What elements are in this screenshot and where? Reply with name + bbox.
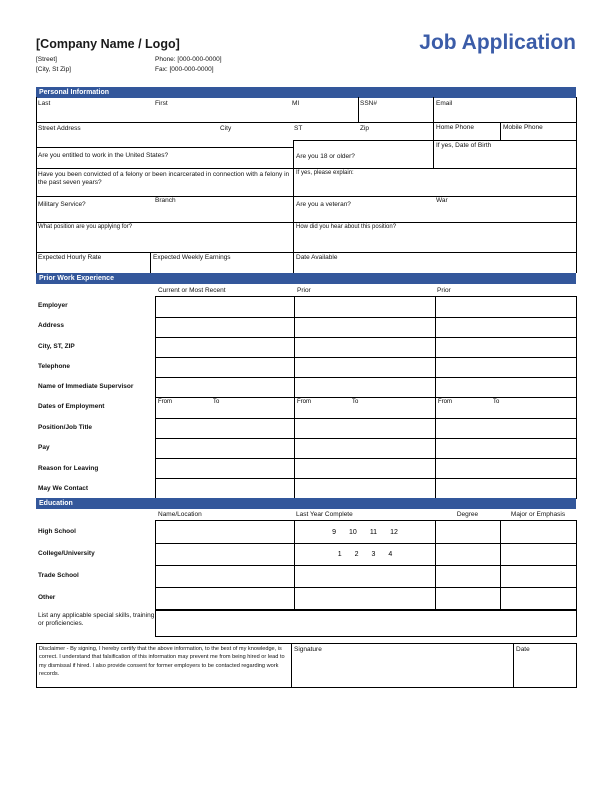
grid-line	[576, 97, 577, 273]
year-option: 3	[371, 551, 376, 558]
work-cell[interactable]	[435, 297, 576, 317]
education-row-label-trade-school: Trade School	[38, 572, 79, 579]
label-mobile-phone: Mobile Phone	[503, 124, 543, 131]
year-option: 12	[390, 528, 398, 536]
work-column-current: Current or Most Recent	[158, 287, 226, 294]
label-to: To	[352, 399, 359, 406]
label-position-applying: What position are you applying for?	[38, 224, 133, 230]
label-felony-question: Have you been convicted of a felony or been incarcerated in connection with a felony in the past seven years?	[38, 171, 290, 187]
education-column-degree: Degree	[456, 511, 479, 518]
label-to: To	[213, 399, 220, 406]
edu-cell[interactable]	[435, 565, 500, 587]
education-row-label-high-school: High School	[38, 528, 76, 535]
disclaimer-text: Disclaimer - By signing, I hereby certify that the above information, to the best of my knowledge, is correct. I understand that falsification of this information may prevent me from being hired or lead to my dismissal if hired. I also provide consent for former employers to be contacted regarding work records.	[39, 646, 285, 678]
year-option: 4	[388, 551, 393, 558]
edu-cell[interactable]	[500, 565, 576, 587]
grid-line	[293, 168, 294, 196]
label-signature: Signature	[294, 646, 322, 653]
edu-cell[interactable]	[156, 521, 294, 543]
grid-line	[36, 252, 576, 253]
company-fax: Fax: [000-000-0000]	[155, 66, 214, 73]
work-cell[interactable]	[156, 317, 294, 337]
work-cell[interactable]	[294, 337, 435, 357]
section-bar-prior-work-experience: Prior Work Experience	[36, 273, 576, 284]
label-if-yes-explain: If yes, please explain:	[296, 170, 354, 176]
education-column-name-location: Name/Location	[158, 511, 202, 518]
label-zip: Zip	[360, 125, 370, 132]
work-cell-dates[interactable]	[294, 397, 435, 417]
year-option: 10	[349, 528, 357, 536]
label-date: Date	[516, 646, 530, 653]
work-cell[interactable]	[156, 438, 294, 458]
grid-line	[358, 97, 359, 122]
work-cell[interactable]	[435, 438, 576, 458]
work-cell[interactable]	[435, 458, 576, 478]
label-home-phone: Home Phone	[436, 124, 474, 131]
section-bar-personal-information: Personal Information	[36, 87, 576, 98]
label-first: First	[155, 100, 168, 107]
work-row-label-address: Address	[38, 322, 65, 329]
edu-cell[interactable]	[500, 543, 576, 565]
personal-name-row[interactable]	[36, 97, 576, 122]
work-cell[interactable]	[294, 377, 435, 397]
grid-line	[36, 168, 576, 169]
label-entitled-to-work: Are you entitled to work in the United States?	[38, 152, 169, 159]
work-cell[interactable]	[294, 297, 435, 317]
work-cell[interactable]	[435, 317, 576, 337]
grid-line	[293, 140, 576, 141]
label-city: City	[220, 125, 232, 132]
work-cell[interactable]	[156, 337, 294, 357]
work-cell[interactable]	[294, 418, 435, 438]
label-date-of-birth: If yes, Date of Birth	[436, 142, 492, 149]
work-row-label-supervisor: Name of Immediate Supervisor	[38, 383, 134, 390]
label-to: To	[493, 399, 500, 406]
grid-line	[150, 252, 151, 273]
edu-cell[interactable]	[500, 587, 576, 609]
work-row-label-position-job-title: Position/Job Title	[38, 424, 93, 431]
year-option: 2	[354, 551, 359, 558]
grid-line	[36, 97, 37, 273]
work-row-label-dates-of-employment: Dates of Employment	[38, 403, 105, 410]
grid-line	[293, 196, 294, 222]
edu-cell[interactable]	[294, 565, 435, 587]
grid-line	[433, 122, 434, 140]
work-cell[interactable]	[294, 438, 435, 458]
company-name: [Company Name / Logo]	[36, 37, 180, 51]
label-expected-hourly-rate: Expected Hourly Rate	[38, 254, 102, 261]
edu-cell-high-school-years[interactable]	[294, 521, 435, 543]
label-from: From	[297, 399, 311, 406]
work-cell[interactable]	[435, 377, 576, 397]
special-skills-field[interactable]	[155, 610, 577, 637]
label-email: Email	[436, 100, 453, 107]
company-phone: Phone: [000-000-0000]	[155, 56, 222, 63]
grid-line	[36, 196, 576, 197]
label-mi: MI	[292, 100, 300, 107]
grid-line	[36, 222, 576, 223]
grid-line	[433, 140, 434, 168]
education-column-last-year-complete: Last Year Complete	[296, 511, 353, 518]
work-column-prior-2: Prior	[437, 287, 451, 294]
work-row-label-city-st-zip: City, ST, ZIP	[38, 343, 75, 350]
label-from: From	[438, 399, 452, 406]
edu-cell[interactable]	[294, 587, 435, 609]
grid-line	[433, 97, 434, 122]
work-row-label-employer: Employer	[38, 302, 68, 309]
label-from: From	[158, 399, 172, 406]
year-option: 1	[337, 551, 342, 558]
work-cell[interactable]	[435, 418, 576, 438]
edu-cell[interactable]	[156, 587, 294, 609]
label-special-skills: List any applicable special skills, training or proficiencies.	[38, 612, 155, 628]
grid-line	[293, 252, 294, 273]
label-veteran: Are you a veteran?	[296, 201, 351, 208]
year-option: 9	[332, 528, 337, 536]
grid-line	[36, 147, 293, 148]
edu-cell[interactable]	[435, 587, 500, 609]
label-18-or-older: Are you 18 or older?	[296, 153, 355, 160]
company-street: [Street]	[36, 56, 57, 63]
work-cell[interactable]	[156, 418, 294, 438]
label-war: War	[436, 197, 448, 204]
work-cell[interactable]	[435, 357, 576, 377]
education-row-label-college-university: College/University	[38, 550, 95, 557]
education-table	[155, 520, 577, 610]
education-column-major-or-emphasis: Major or Emphasis	[510, 511, 566, 518]
work-column-prior-1: Prior	[297, 287, 311, 294]
work-row-label-reason-for-leaving: Reason for Leaving	[38, 465, 99, 472]
section-bar-education: Education	[36, 498, 576, 509]
work-cell[interactable]	[294, 357, 435, 377]
work-cell[interactable]	[156, 357, 294, 377]
label-how-did-you-hear: How did you hear about this position?	[296, 224, 397, 230]
label-st: ST	[294, 125, 303, 132]
work-cell[interactable]	[294, 458, 435, 478]
work-cell[interactable]	[156, 377, 294, 397]
work-cell-dates[interactable]	[156, 397, 294, 417]
date-field[interactable]	[514, 655, 576, 687]
grid-line	[36, 122, 576, 123]
work-cell[interactable]	[294, 478, 435, 498]
work-cell[interactable]	[156, 478, 294, 498]
grid-line	[293, 222, 294, 252]
label-street-address: Street Address	[38, 125, 81, 132]
work-row-label-telephone: Telephone	[38, 363, 71, 370]
work-cell[interactable]	[435, 337, 576, 357]
label-military-service: Military Service?	[38, 201, 86, 208]
edu-cell[interactable]	[156, 543, 294, 565]
label-branch: Branch	[155, 197, 176, 204]
work-row-label-may-we-contact: May We Contact	[38, 485, 89, 492]
label-date-available: Date Available	[296, 254, 338, 261]
edu-cell[interactable]	[500, 521, 576, 543]
signature-field[interactable]	[292, 655, 512, 687]
education-row-label-other: Other	[38, 594, 56, 601]
work-row-label-pay: Pay	[38, 444, 50, 451]
label-ssn: SSN#	[360, 100, 377, 107]
edu-cell-college-years[interactable]	[294, 543, 435, 565]
work-cell[interactable]	[294, 317, 435, 337]
label-last: Last	[38, 100, 51, 107]
edu-cell[interactable]	[435, 543, 500, 565]
label-expected-weekly-earnings: Expected Weekly Earnings	[153, 254, 231, 261]
work-cell[interactable]	[156, 458, 294, 478]
company-city-st-zip: [City, St Zip]	[36, 66, 71, 73]
work-experience-table	[155, 296, 577, 499]
edu-cell[interactable]	[156, 565, 294, 587]
work-cell-dates[interactable]	[435, 397, 576, 417]
year-option: 11	[369, 528, 378, 536]
edu-cell[interactable]	[435, 521, 500, 543]
grid-line	[293, 140, 294, 168]
work-cell[interactable]	[156, 297, 294, 317]
page-title: Job Application	[419, 31, 576, 54]
grid-line	[500, 122, 501, 140]
work-cell[interactable]	[435, 478, 576, 498]
